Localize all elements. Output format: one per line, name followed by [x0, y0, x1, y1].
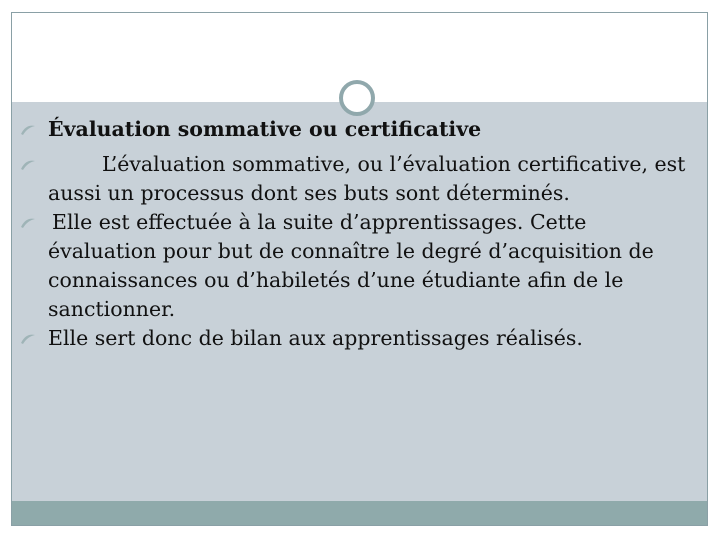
footer-band	[12, 501, 707, 525]
bullet-list	[18, 115, 688, 353]
bullet-item	[18, 150, 688, 208]
bullet-text: Elle sert donc de bilan aux apprentissages réalisés.	[48, 326, 583, 350]
swoosh-bullet-icon	[20, 159, 36, 171]
section-title: Évaluation sommative ou certificative	[48, 117, 482, 141]
swoosh-bullet-icon	[20, 333, 36, 345]
bullet-item	[18, 324, 688, 353]
bullet-heading	[18, 115, 688, 144]
circle-ornament	[339, 80, 375, 116]
swoosh-bullet-icon	[20, 124, 36, 136]
swoosh-bullet-icon	[20, 217, 36, 229]
bullet-item	[18, 208, 688, 324]
bullet-text: Elle est effectuée à la suite d’apprentissages. Cette évaluation pour but de connaître le degré d’acquisition de connaissances ou d’habiletés d’une étudiante afin de le sanctionner.	[48, 210, 654, 321]
bullet-text: L’évaluation sommative, ou l’évaluation certificative, est aussi un processus dont ses buts sont déterminés.	[48, 152, 686, 205]
